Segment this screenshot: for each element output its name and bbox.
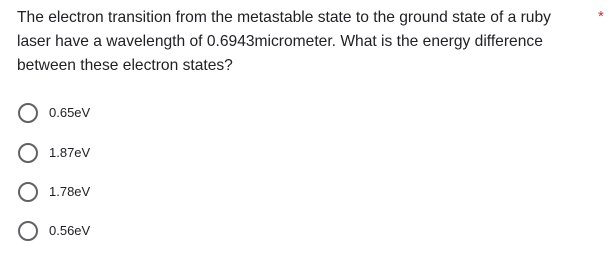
- required-marker: *: [598, 8, 604, 25]
- option-3[interactable]: [18, 220, 90, 242]
- option-label: 1.78eV: [49, 184, 91, 199]
- option-1[interactable]: [18, 142, 90, 164]
- option-0[interactable]: [18, 102, 90, 124]
- option-2[interactable]: [18, 181, 90, 203]
- option-label: 0.65eV: [49, 105, 91, 120]
- option-label: 1.87eV: [49, 145, 91, 160]
- radio-button[interactable]: [18, 182, 38, 202]
- option-label: 0.56eV: [49, 223, 91, 238]
- question-text: The electron transition from the metastable state to the ground state of a ruby laser have a wavelength of 0.6943micrometer. What is the energy difference between these electron states?: [17, 9, 551, 74]
- radio-button[interactable]: [18, 143, 38, 163]
- radio-button[interactable]: [18, 221, 38, 241]
- radio-button[interactable]: [18, 103, 38, 123]
